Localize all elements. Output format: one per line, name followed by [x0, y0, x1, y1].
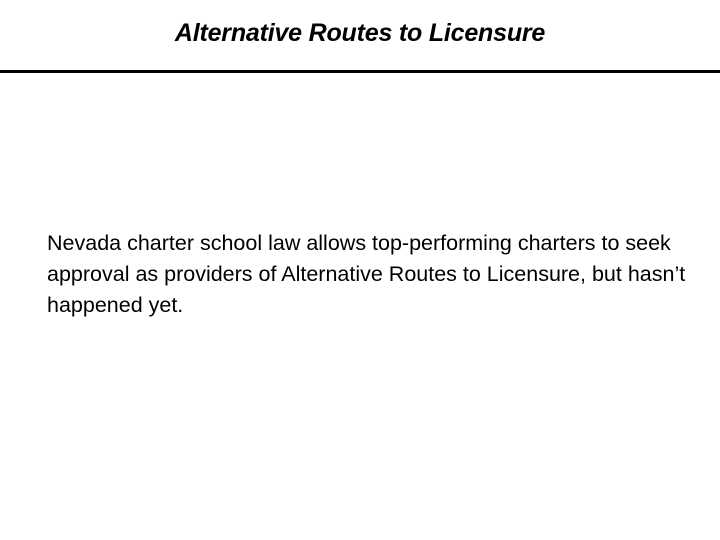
- title-divider: [0, 70, 720, 73]
- slide-body-text: Nevada charter school law allows top-performing charters to seek approval as providers of Alternative Routes to Licensure, but hasn’t happened yet.: [47, 231, 686, 317]
- slide-title: Alternative Routes to Licensure: [174, 19, 546, 47]
